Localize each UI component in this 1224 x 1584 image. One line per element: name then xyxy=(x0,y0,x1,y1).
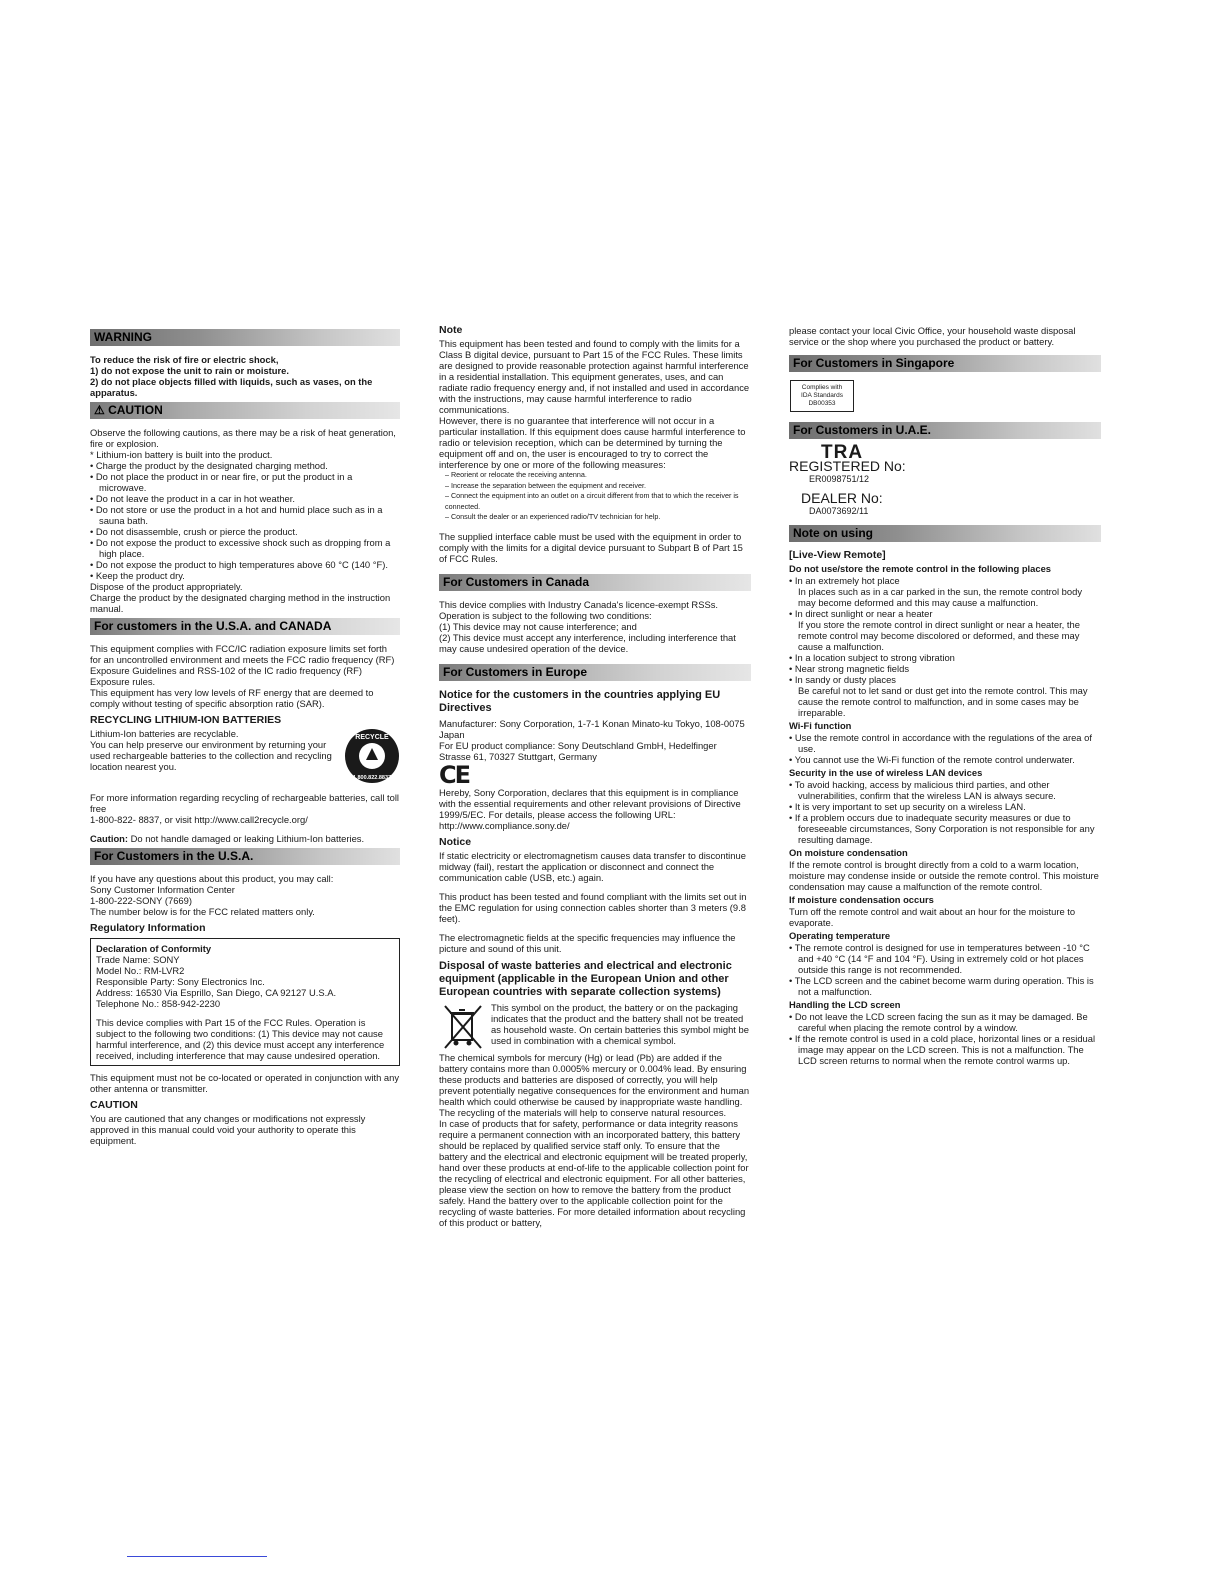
paragraph: The supplied interface cable must be used with the equipment in order to comply with the limits for a digital device pursuant to Subpart B of Part 15 of FCC Rules. xyxy=(439,530,743,564)
crossed-out-bin-icon xyxy=(439,1002,487,1052)
paragraph: Lithium-Ion batteries are recyclable. xyxy=(90,728,239,739)
list-item: – Consult the dealer or an experienced radio/TV technician for help. xyxy=(445,512,661,521)
list-item: • Do not disassemble, crush or pierce the product. xyxy=(90,526,298,537)
paragraph: (1) This device may not cause interference; and xyxy=(439,620,637,632)
paragraph: 1-800-822- 8837, or visit http://www.call2recycle.org/ xyxy=(90,814,308,825)
ida-line: Complies with xyxy=(801,384,843,391)
paragraph: The chemical symbols for mercury (Hg) or lead (Pb) are added if the battery contains more than 0.0005% mercury or 0.004% lead. By ensuring these products and batteries are disposed of correctly, you will help prevent potentially negative consequences for the environment and human health which could otherwise be caused by inappropriate waste handling. The recycling of the materials will help to conserve natural resources. xyxy=(439,1051,750,1118)
paragraph: (2) This device must accept any interference, including interference that may cause undesired operation of the device. xyxy=(439,631,736,654)
list-item: • Do not leave the LCD screen facing the sun as it may be damaged. Be careful when placing the remote control by a window. xyxy=(789,1011,1088,1033)
list-item: • The LCD screen and the cabinet become warm during operation. This is not a malfunction. xyxy=(789,975,1094,997)
list-item: • Keep the product dry. xyxy=(90,570,185,581)
rbrc-recycle-logo-icon xyxy=(344,728,400,784)
caution2-heading: CAUTION xyxy=(90,1099,138,1111)
lcd-heading: Handling the LCD screen xyxy=(789,999,901,1010)
paragraph: For more information regarding recycling of rechargeable batteries, call toll free xyxy=(90,792,399,814)
registered-number: ER0098751/12 xyxy=(809,474,870,484)
ida-line: DB00353 xyxy=(808,400,836,407)
security-heading: Security in the use of wireless LAN devices xyxy=(789,767,983,778)
list-item: • Do not expose the product to excessive shock such as dropping from a high place. xyxy=(90,537,391,559)
temperature-heading: Operating temperature xyxy=(789,930,891,941)
list-item: • Do not store or use the product in a hot and humid place such as in a sauna bath. xyxy=(90,504,383,526)
caution-tail: Charge the product by the designated charging method in the instruction manual. xyxy=(90,592,391,614)
list-detail: In places such as in a car parked in the sun, the remote control body may become deformed and this may cause a malfunction. xyxy=(798,586,1083,608)
list-item: • You cannot use the Wi-Fi function of the remote control underwater. xyxy=(789,754,1075,765)
paragraph: The electromagnetic fields at the specific frequencies may influence the picture and sound of this unit. xyxy=(439,931,736,954)
list-item: • Do not place the product in or near fire, or put the product in a microwave. xyxy=(90,471,353,493)
list-item: • Do not expose the product to high temperatures above 60 °C (140 °F). xyxy=(90,559,388,570)
column-left xyxy=(90,325,400,1146)
paragraph: Hereby, Sony Corporation, declares that this equipment is in compliance with the essential requirements and other relevant provisions of Directive 1999/5/EC. For details, please access the following URL: http://www.compliance.sony.de/ xyxy=(439,786,741,831)
list-item: • It is very important to set up security on a wireless LAN. xyxy=(789,801,1026,812)
list-item: • In direct sunlight or near a heater xyxy=(789,608,933,619)
note-on-using-banner: Note on using xyxy=(789,525,1101,542)
paragraph: However, there is no guarantee that interference will not occur in a particular installation. If this equipment does cause harmful interference to radio or television reception, which can be determined by turning the equipment off and on, the user is encouraged to try to correct the interference by one or more of the following measures: xyxy=(439,415,746,470)
paragraph: Sony Customer Information Center xyxy=(90,884,235,895)
warning-line: 2) do not place objects filled with liquids, such as vases, on the apparatus. xyxy=(90,376,373,398)
caution-star: * Lithium-ion battery is built into the product. xyxy=(90,449,273,460)
list-item: • Do not leave the product in a car in hot weather. xyxy=(90,493,295,504)
list-item: • To avoid hacking, access by malicious third parties, and other vulnerabilities, confirm that the wireless LAN is always secure. xyxy=(789,779,1056,801)
paragraph: This equipment has been tested and found to comply with the limits for a Class B digital device, pursuant to Part 15 of the FCC Rules. These limits are designed to provide reasonable protection against harmful interference in a residential installation. This equipment generates, uses, and can radiate radio frequency energy and, if not installed and used in accordance with the instructions, may cause harmful interference to radio communications. xyxy=(439,338,750,415)
declaration-line: Telephone No.: 858-942-2230 xyxy=(96,998,221,1009)
dealer-label: DEALER No: xyxy=(801,490,883,506)
liveview-heading: [Live-View Remote] xyxy=(789,549,886,561)
list-item: • In a location subject to strong vibration xyxy=(789,652,955,663)
ce-mark-icon: CE xyxy=(439,760,470,789)
paragraph: This symbol on the product, the battery or on the packaging indicates that the product and the battery shall not be treated as household waste. On certain batteries this symbol might be used in combination with a chemical symbol. xyxy=(491,1001,749,1046)
list-item: • In an extremely hot place xyxy=(789,575,900,586)
caution-tail: Dispose of the product appropriately. xyxy=(90,581,243,592)
list-item: • The remote control is designed for use in temperatures between -10 °C and +40 °C (14 °F and 104 °F). Using in extremely cold or hot places outside this range is not recommended. xyxy=(789,942,1090,975)
declaration-box xyxy=(90,938,400,1066)
paragraph: This device complies with Industry Canada's licence-exempt RSSs. Operation is subject to the following two conditions: xyxy=(439,598,718,621)
eu-notice-heading: Notice for the customers in the countries applying EU Directives xyxy=(439,688,721,714)
paragraph: You can help preserve our environment by returning your used rechargeable batteries to the collection and recycling location nearest you. xyxy=(90,739,332,772)
list-item: • Near strong magnetic fields xyxy=(789,663,910,674)
paragraph: 1-800-222-SONY (7669) xyxy=(90,895,192,906)
list-item: – Increase the separation between the equipment and receiver. xyxy=(445,480,646,490)
paragraph: The number below is for the FCC related matters only. xyxy=(90,906,315,917)
caution-intro: Observe the following cautions, as there may be a risk of heat generation, fire or explosion. xyxy=(90,427,396,449)
tra-logo: TRA xyxy=(821,442,864,463)
caution-title: CAUTION xyxy=(108,403,163,417)
list-detail: If you store the remote control in direct sunlight or near a heater, the remote control may become discolored or deformed, and these may cause a malfunction. xyxy=(798,619,1080,652)
paragraph: If static electricity or electromagnetism causes data transfer to discontinue midway (fail), restart the application or disconnect and connect the communication cable (USB, etc.) again. xyxy=(439,849,746,883)
moisture-heading: On moisture condensation xyxy=(789,847,908,858)
disposal-heading: Disposal of waste batteries and electrical and electronic equipment (applicable in the European Union and other European countries with separate collection systems) xyxy=(439,959,732,998)
declaration-line: Responsible Party: Sony Electronics Inc. xyxy=(96,976,265,987)
declaration-title: Declaration of Conformity xyxy=(96,943,212,954)
list-item: • If a problem occurs due to inadequate security measures or due to foreseeable circumstances, Sony Corporation is not responsible for any resulting damage. xyxy=(789,812,1095,845)
list-item: – Reorient or relocate the receiving antenna. xyxy=(445,470,587,479)
canada-banner: For Customers in Canada xyxy=(439,574,751,591)
usa-banner: For Customers in the U.S.A. xyxy=(90,848,400,865)
warning-line: To reduce the risk of fire or electric shock, xyxy=(90,354,279,365)
list-item: • Use the remote control in accordance with the regulations of the area of use. xyxy=(789,732,1092,754)
paragraph: If the remote control is brought directly from a cold to a warm location, moisture may condense inside or outside the remote control. This moisture condensation may cause a malfunction of the remote control. xyxy=(789,859,1099,892)
paragraph: Turn off the remote control and wait about an hour for the moisture to evaporate. xyxy=(789,906,1076,928)
list-item: • Charge the product by the designated charging method. xyxy=(90,460,328,471)
wifi-heading: Wi-Fi function xyxy=(789,720,852,731)
recycling-block xyxy=(90,728,400,784)
notice-heading: Notice xyxy=(439,835,472,848)
paragraph: You are cautioned that any changes or modifications not expressly approved in this manual could void your authority to operate this equipment. xyxy=(90,1113,366,1146)
ida-compliance-box xyxy=(790,380,854,412)
caution-banner xyxy=(90,402,400,419)
regulatory-heading: Regulatory Information xyxy=(90,922,206,934)
paragraph: If you have any questions about this product, you may call: xyxy=(90,873,334,884)
paragraph: This equipment complies with FCC/IC radiation exposure limits set forth for an uncontrolled environment and meets the FCC radio frequency (RF) Exposure Guidelines and RSS-102 of the IC radio frequency (RF) Exposure rules. xyxy=(90,643,395,687)
recycle-logo-text: RECYCLE xyxy=(355,734,389,741)
declaration-line: Trade Name: SONY xyxy=(96,954,180,965)
list-item: • If the remote control is used in a cold place, horizontal lines or a residual image may appear on the LCD screen. This is not a malfunction. The LCD screen returns to normal when the remote control warms up. xyxy=(789,1033,1096,1066)
declaration-line: Address: 16530 Via Esprillo, San Diego, CA 92127 U.S.A. xyxy=(96,987,337,998)
disposal-symbol-row xyxy=(439,1002,751,1052)
paragraph: For EU product compliance: Sony Deutschland GmbH, Hedelfinger Strasse 61, 70327 Stuttgart, Germany xyxy=(439,739,717,762)
singapore-banner: For Customers in Singapore xyxy=(789,355,1101,372)
bottom-blue-line xyxy=(127,1556,267,1557)
ida-line: IDA Standards xyxy=(801,392,843,399)
list-detail: Be careful not to let sand or dust get into the remote control. This may cause the remote control to malfunction, and in some cases may be irreparable. xyxy=(798,685,1088,718)
registered-label: REGISTERED No: xyxy=(789,458,906,474)
paragraph: Manufacturer: Sony Corporation, 1-7-1 Konan Minato-ku Tokyo, 108-0075 Japan xyxy=(439,717,745,740)
if-moisture-heading: If moisture condensation occurs xyxy=(789,894,934,905)
europe-banner: For Customers in Europe xyxy=(439,664,751,681)
warning-banner: WARNING xyxy=(90,329,400,346)
paragraph: please contact your local Civic Office, your household waste disposal service or the shop where you purchased the product or battery. xyxy=(789,325,1076,347)
paragraph: This equipment must not be co-located or operated in conjunction with any other antenna or transmitter. xyxy=(90,1072,400,1094)
column-right xyxy=(789,325,1101,1066)
paragraph: In case of products that for safety, performance or data integrity reasons require a permanent connection with an incorporated battery, this battery should be replaced by qualified service staff only. To ensure that the battery and the electrical and electronic equipment will be treated properly, hand over these products at end-of-life to the applicable collection point for the recycling of electrical and electronic equipment. For all other batteries, please view the section on how to remove the battery from the product safely. Hand the battery over to the applicable collection point for the recycling of waste batteries. For more detailed information about recycling of this product or battery, xyxy=(439,1117,749,1228)
declaration-line: Model No.: RM-LVR2 xyxy=(96,965,185,976)
list-item: • In sandy or dusty places xyxy=(789,674,896,685)
usa-canada-banner: For customers in the U.S.A. and CANADA xyxy=(90,618,400,635)
paragraph: This equipment has very low levels of RF energy that are deemed to comply without testing of specific absorption ratio (SAR). xyxy=(90,687,374,709)
note-heading: Note xyxy=(439,324,463,336)
warning-line: 1) do not expose the unit to rain or moisture. xyxy=(90,365,289,376)
dont-use-heading: Do not use/store the remote control in the following places xyxy=(789,563,1052,574)
caution-damaged: Caution: Do not handle damaged or leaking Lithium-Ion batteries. xyxy=(90,833,365,844)
dealer-number: DA0073692/11 xyxy=(809,506,869,516)
declaration-compliance: This device complies with Part 15 of the FCC Rules. Operation is subject to the following two conditions: (1) This device may not cause harmful interference, and (2) this device must accept any interference received, including interference that may cause undesired operation. xyxy=(96,1017,385,1061)
paragraph: This product has been tested and found compliant with the limits set out in the EMC regulation for using connection cables shorter than 3 meters (9.8 feet). xyxy=(439,890,747,924)
recycle-logo-phone: 1.800.822.8837 xyxy=(352,775,392,781)
column-middle xyxy=(439,325,751,1228)
list-item: – Connect the equipment into an outlet on a circuit different from that to which the receiver is connected. xyxy=(445,491,739,511)
warning-triangle-icon: ⚠ xyxy=(94,403,109,417)
uae-banner: For Customers in U.A.E. xyxy=(789,422,1101,439)
recycling-heading: RECYCLING LITHIUM-ION BATTERIES xyxy=(90,714,282,726)
